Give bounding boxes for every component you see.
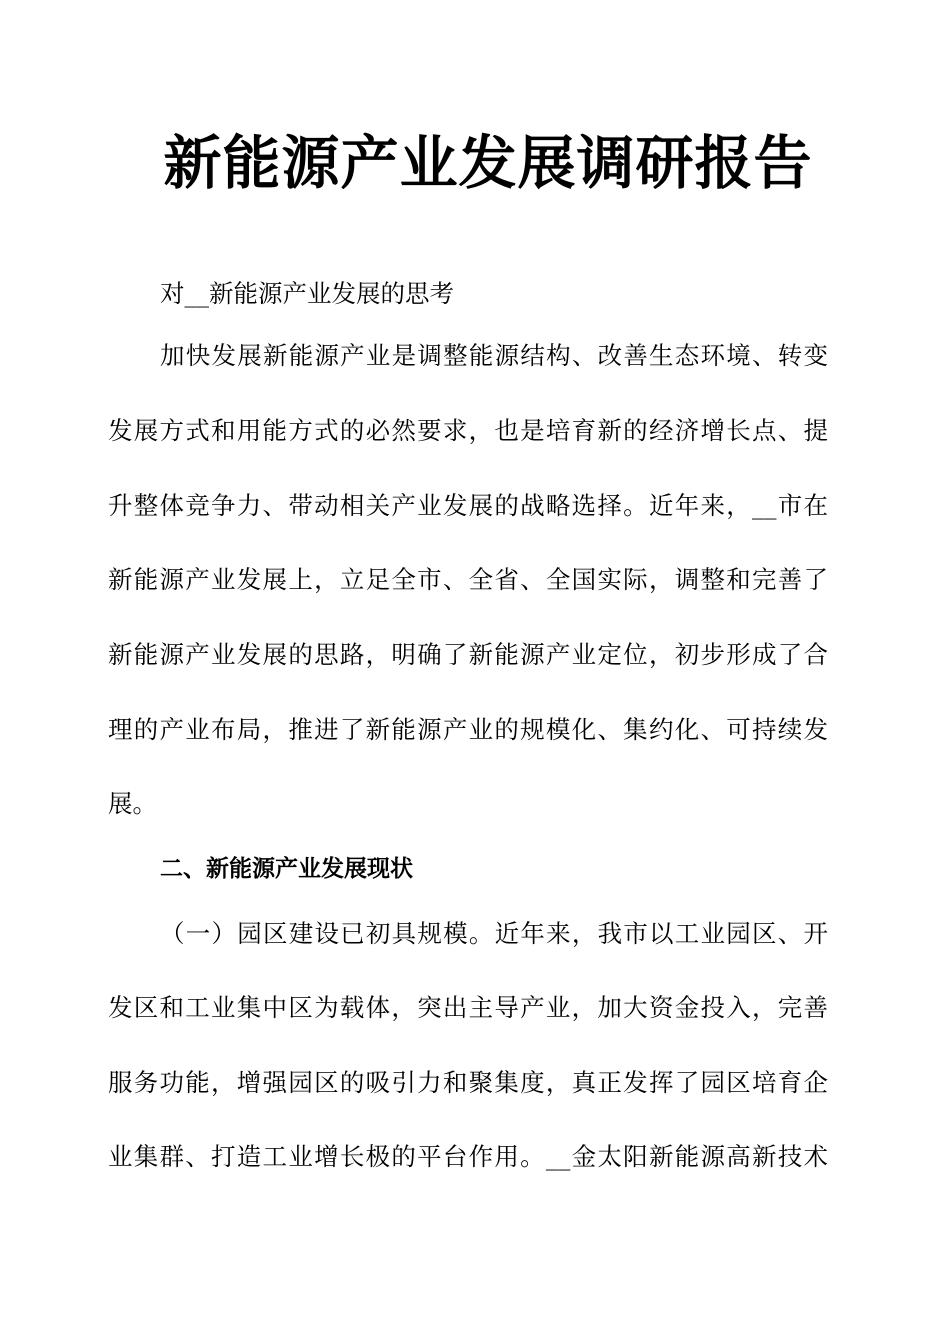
document-title: 新能源产业发展调研报告: [163, 129, 813, 197]
paragraph-line: 理的产业布局，推进了新能源产业的规模化、集约化、可持续发: [108, 715, 828, 744]
paragraph-line: 发区和工业集中区为载体，突出主导产业，加大资金投入，完善: [108, 993, 828, 1022]
paragraph-line: 业集群、打造工业增长极的平台作用。__金太阳新能源高新技术: [108, 1142, 828, 1171]
paragraph-line: 加快发展新能源产业是调整能源结构、改善生态环境、转变: [160, 341, 828, 370]
paragraph-line: 新能源产业发展上，立足全市、全省、全国实际，调整和完善了: [108, 565, 828, 594]
paragraph-line: 升整体竞争力、带动相关产业发展的战略选择。近年来，__市在: [108, 491, 828, 520]
paragraph-line: 展。: [108, 789, 157, 818]
paragraph-line: 新能源产业发展的思路，明确了新能源产业定位，初步形成了合: [108, 640, 828, 669]
paragraph-line: （一）园区建设已初具规模。近年来，我市以工业园区、开: [160, 919, 828, 948]
document-subtitle: 对__新能源产业发展的思考: [160, 279, 454, 308]
paragraph-line: 发展方式和用能方式的必然要求，也是培育新的经济增长点、提: [108, 416, 828, 445]
paragraph-line: 服务功能，增强园区的吸引力和聚集度，真正发挥了园区培育企: [108, 1068, 828, 1097]
section-heading: 二、新能源产业发展现状: [160, 856, 413, 882]
